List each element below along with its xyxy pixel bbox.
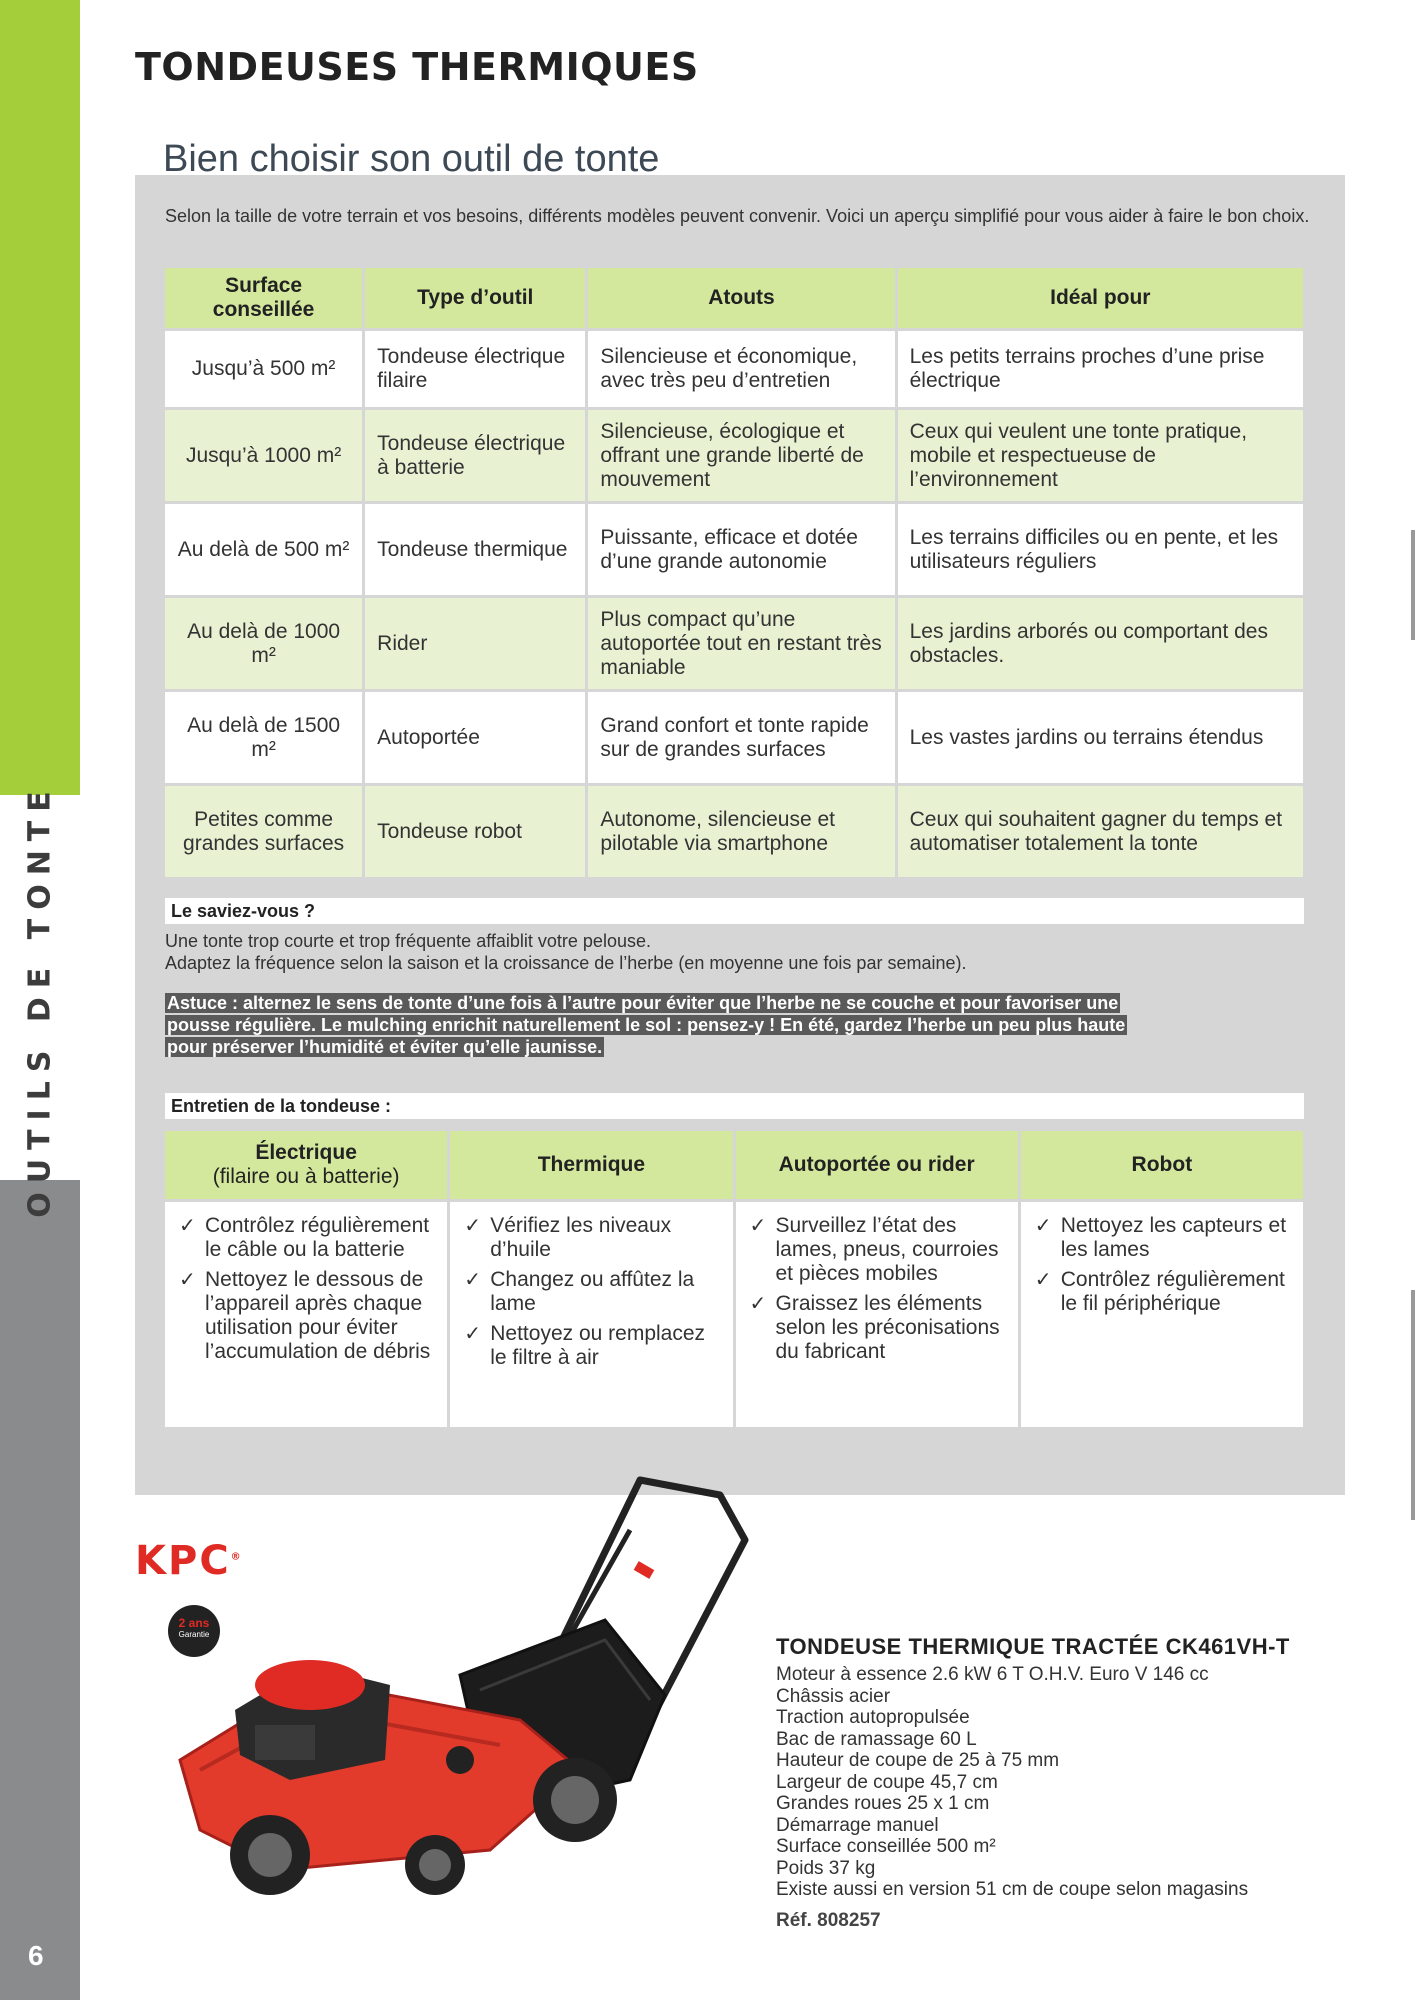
list-item-text: Surveillez l’état des lames, pneus, courroies et pièces mobiles bbox=[775, 1214, 999, 1285]
spec-line: Bac de ramassage 60 L bbox=[776, 1728, 977, 1750]
table-cell-ideal: Les petits terrains proches d’une prise électrique bbox=[898, 331, 1303, 407]
spec-line: Largeur de coupe 45,7 cm bbox=[776, 1771, 998, 1793]
spec-line: Moteur à essence 2.6 kW 6 T O.H.V. Euro V 146 cc bbox=[776, 1664, 1209, 1685]
check-icon: ✓ bbox=[749, 1293, 767, 1315]
lawn-mower-image bbox=[160, 1470, 780, 1900]
spec-line: Démarrage manuel bbox=[776, 1814, 939, 1836]
did-you-know-line: Une tonte trop courte et trop fréquente affaiblit votre pelouse. bbox=[165, 931, 651, 951]
list-item bbox=[1033, 1268, 1295, 1316]
maintenance-header-riding: Autoportée ou rider bbox=[736, 1131, 1018, 1199]
page-number: 6 bbox=[28, 1940, 44, 1971]
maintenance-header-electric bbox=[165, 1131, 447, 1199]
list-item bbox=[462, 1322, 724, 1370]
maintenance-header-thermal: Thermique bbox=[450, 1131, 732, 1199]
tip-text: Astuce : alternez le sens de tonte d’une fois à l’autre pour éviter que l’herbe ne se couche et pour favoriser une pousse régulière. Le mulching enrichit naturellement le sol : pensez-y ! En été, gardez l’herbe un peu plus haute pour préserver l’humidité et éviter qu’elle jaunisse. bbox=[167, 993, 1126, 1057]
brand-logo: KPC® bbox=[135, 1538, 243, 1584]
list-item-text: Graissez les éléments selon les préconisations du fabricant bbox=[775, 1292, 1000, 1363]
did-you-know-text bbox=[165, 930, 1305, 974]
spec-line: Surface conseillée 500 m² bbox=[776, 1836, 996, 1857]
table-cell-type: Autoportée bbox=[365, 692, 585, 783]
maintenance-column bbox=[736, 1202, 1018, 1427]
did-you-know-heading: Le saviez-vous ? bbox=[165, 898, 1304, 924]
table-cell-ideal: Les vastes jardins ou terrains étendus bbox=[898, 692, 1303, 783]
list-item bbox=[462, 1268, 724, 1316]
table-cell-surface: Jusqu’à 500 m² bbox=[165, 331, 362, 407]
table-cell-type: Tondeuse électrique filaire bbox=[365, 331, 585, 407]
spec-line: Hauteur de coupe de 25 à 75 mm bbox=[776, 1750, 1060, 1771]
product-reference: Réf. 808257 bbox=[776, 1910, 881, 1931]
choose-tool-table bbox=[162, 265, 1306, 880]
table-cell-assets: Puissante, efficace et dotée d’une grande autonomie bbox=[588, 504, 894, 595]
table-cell-ideal: Les jardins arborés ou comportant des obstacles. bbox=[898, 598, 1303, 689]
check-icon: ✓ bbox=[749, 1215, 767, 1237]
badge-text: Garantie bbox=[178, 1630, 210, 1639]
table-cell-assets: Autonome, silencieuse et pilotable via smartphone bbox=[588, 786, 894, 877]
spec-line: Châssis acier bbox=[776, 1685, 891, 1707]
spec-line: Poids 37 kg bbox=[776, 1857, 876, 1879]
sidebar-section-label: OUTILS DE TONTE bbox=[22, 782, 58, 1218]
sidebar-gray-bar bbox=[0, 1180, 80, 2000]
table-cell-type: Rider bbox=[365, 598, 585, 689]
table-cell-type: Tondeuse thermique bbox=[365, 504, 585, 595]
page-title: TONDEUSES THERMIQUES bbox=[135, 45, 699, 89]
list-item bbox=[748, 1292, 1010, 1364]
list-item-text: Nettoyez ou remplacez le filtre à air bbox=[490, 1322, 706, 1369]
list-item bbox=[1033, 1214, 1295, 1262]
table-cell-assets: Plus compact qu’une autoportée tout en restant très maniable bbox=[588, 598, 894, 689]
check-icon: ✓ bbox=[179, 1215, 196, 1237]
product-specs bbox=[776, 1664, 1248, 1901]
maintenance-heading: Entretien de la tondeuse : bbox=[165, 1093, 1304, 1119]
table-cell-surface: Petites comme grandes surfaces bbox=[165, 786, 362, 877]
table-cell-ideal: Ceux qui veulent une tonte pratique, mobile et respectueuse de l’environnement bbox=[898, 410, 1303, 501]
list-item-text: Changez ou affûtez la lame bbox=[490, 1268, 695, 1315]
list-item bbox=[177, 1268, 439, 1364]
table-cell-surface: Au delà de 500 m² bbox=[165, 504, 362, 595]
table-cell-surface: Au delà de 1000 m² bbox=[165, 598, 362, 689]
check-icon: ✓ bbox=[464, 1323, 482, 1345]
check-icon: ✓ bbox=[179, 1269, 196, 1291]
maintenance-column bbox=[450, 1202, 732, 1427]
list-item-text: Nettoyez le dessous de l’appareil après chaque utilisation pour éviter l’accumulation de débris bbox=[205, 1268, 431, 1363]
table-cell-assets: Silencieuse, écologique et offrant une grande liberté de mouvement bbox=[588, 410, 894, 501]
product-title: TONDEUSE THERMIQUE TRACTÉE CK461VH-T bbox=[776, 1634, 1290, 1659]
list-item bbox=[462, 1214, 724, 1262]
section-title: Bien choisir son outil de tonte bbox=[163, 138, 660, 180]
edge-tab-marker bbox=[1411, 1290, 1415, 1520]
header-line: Électrique bbox=[255, 1141, 357, 1164]
check-icon: ✓ bbox=[464, 1269, 482, 1291]
table-cell-assets: Grand confort et tonte rapide sur de grandes surfaces bbox=[588, 692, 894, 783]
list-item bbox=[748, 1214, 1010, 1286]
table-header: Idéal pour bbox=[898, 268, 1303, 328]
maintenance-column bbox=[1021, 1202, 1303, 1427]
list-item bbox=[177, 1214, 439, 1262]
check-icon: ✓ bbox=[1034, 1269, 1052, 1291]
table-header: Atouts bbox=[588, 268, 894, 328]
check-icon: ✓ bbox=[1034, 1215, 1052, 1237]
table-cell-type: Tondeuse électrique à batterie bbox=[365, 410, 585, 501]
list-item-text: Vérifiez les niveaux d’huile bbox=[490, 1214, 672, 1261]
edge-tab-marker bbox=[1411, 530, 1415, 640]
spec-line: Existe aussi en version 51 cm de coupe selon magasins bbox=[776, 1879, 1249, 1900]
table-cell-surface: Jusqu’à 1000 m² bbox=[165, 410, 362, 501]
table-cell-type: Tondeuse robot bbox=[365, 786, 585, 877]
spec-line: Grandes roues 25 x 1 cm bbox=[776, 1793, 990, 1814]
list-item-text: Contrôlez régulièrement le câble ou la batterie bbox=[205, 1214, 430, 1261]
check-icon: ✓ bbox=[464, 1215, 482, 1237]
intro-text: Selon la taille de votre terrain et vos besoins, différents modèles peuvent convenir. Voici un aperçu simplifié pour vous aider à faire le bon choix. bbox=[165, 206, 1310, 226]
table-cell-ideal: Ceux qui souhaitent gagner du temps et automatiser totalement la tonte bbox=[898, 786, 1303, 877]
maintenance-column bbox=[165, 1202, 447, 1427]
maintenance-header-robot: Robot bbox=[1021, 1131, 1303, 1199]
badge-text: 2 ans bbox=[178, 1616, 210, 1630]
list-item-text: Nettoyez les capteurs et les lames bbox=[1060, 1214, 1287, 1261]
table-header: Type d’outil bbox=[365, 268, 585, 328]
table-header: Surface conseillée bbox=[165, 268, 362, 328]
table-cell-ideal: Les terrains difficiles ou en pente, et les utilisateurs réguliers bbox=[898, 504, 1303, 595]
did-you-know-line: Adaptez la fréquence selon la saison et la croissance de l’herbe (en moyenne une fois par semaine). bbox=[165, 953, 967, 973]
tip-box bbox=[165, 992, 1145, 1058]
sidebar-accent-bar bbox=[0, 0, 80, 795]
header-line: (filaire ou à batterie) bbox=[212, 1165, 400, 1188]
maintenance-table bbox=[162, 1128, 1306, 1430]
table-cell-assets: Silencieuse et économique, avec très peu d’entretien bbox=[588, 331, 894, 407]
brand-name: KPC bbox=[135, 1538, 231, 1584]
spec-line: Traction autopropulsée bbox=[776, 1707, 970, 1728]
list-item-text: Contrôlez régulièrement le fil périphérique bbox=[1060, 1268, 1285, 1315]
table-cell-surface: Au delà de 1500 m² bbox=[165, 692, 362, 783]
